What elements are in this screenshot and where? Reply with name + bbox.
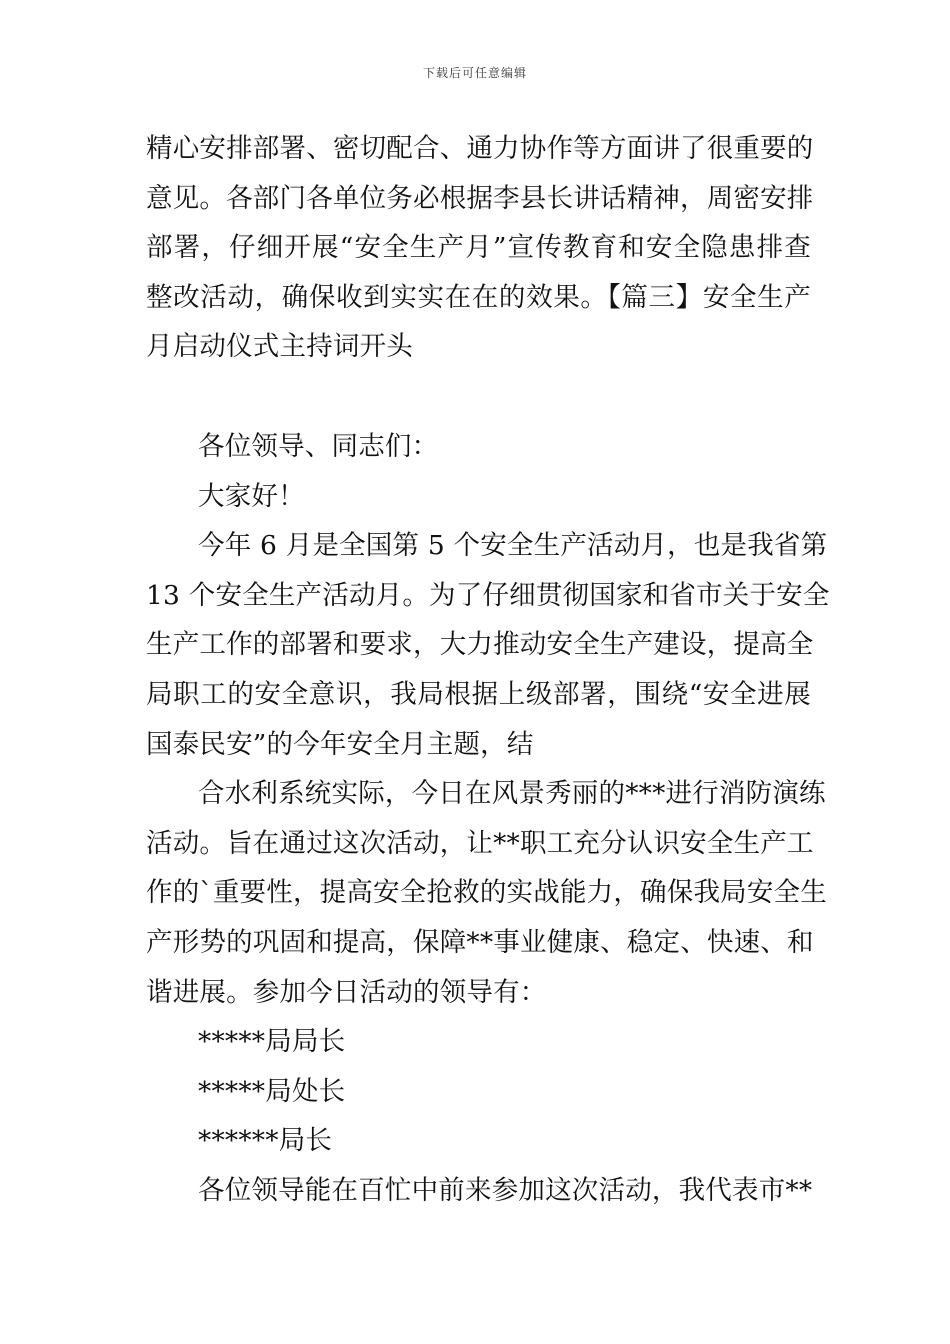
page-header: 下载后可任意编辑 bbox=[422, 66, 527, 80]
paragraph-gap bbox=[146, 372, 811, 422]
paragraph-line: 谐进展。参加今日活动的领导有： bbox=[146, 976, 547, 1008]
paragraph-line: 作的`重要性，提高安全抢救的实战能力，确保我局安全生 bbox=[146, 877, 827, 909]
paragraph-line: 生产工作的部署和要求，大力推动安全生产建设，提高全 bbox=[146, 629, 814, 661]
greeting: 各位领导、同志们： bbox=[198, 430, 439, 462]
document-body bbox=[146, 124, 830, 1215]
paragraph-line: 整改活动，确保收到实实在在的效果。【篇三】安全生产 bbox=[146, 281, 811, 313]
paragraph-line: 合水利系统实际，今日在风景秀丽的***进行消防演练 bbox=[198, 778, 826, 810]
paragraph-line: 国泰民安”的今年安全月主题，结 bbox=[146, 728, 534, 760]
paragraph-line: 月启动仪式主持词开头 bbox=[146, 331, 413, 363]
paragraph-line: 各位领导能在百忙中前来参加这次活动，我代表市** bbox=[198, 1174, 813, 1206]
paragraph-line: 13 个安全生产活动月。为了仔细贯彻国家和省市关于安全 bbox=[146, 579, 830, 611]
paragraph-line: 今年 6 月是全国第 5 个安全生产活动月，也是我省第 bbox=[198, 530, 828, 562]
leader-item: *****局局长 bbox=[198, 1026, 346, 1058]
hello: 大家好！ bbox=[198, 480, 305, 512]
paragraph-line: 精心安排部署、密切配合、通力协作等方面讲了很重要的 bbox=[146, 133, 814, 164]
paragraph-line: 意见。各部门各单位务必根据李县长讲话精神，周密安排 bbox=[146, 182, 814, 214]
paragraph-line: 局职工的安全意识，我局根据上级部署，围绕“安全进展 bbox=[146, 678, 811, 710]
paragraph-line: 部署，仔细开展“安全生产月”宣传教育和安全隐患排查 bbox=[146, 232, 811, 264]
leader-item: *****局处长 bbox=[198, 1075, 346, 1107]
paragraph-line: 产形势的巩固和提高，保障**事业健康、稳定、快速、和 bbox=[146, 926, 814, 958]
paragraph-line: 活动。旨在通过这次活动，让**职工充分认识安全生产工 bbox=[146, 827, 814, 859]
leader-item: ******局长 bbox=[198, 1125, 333, 1157]
